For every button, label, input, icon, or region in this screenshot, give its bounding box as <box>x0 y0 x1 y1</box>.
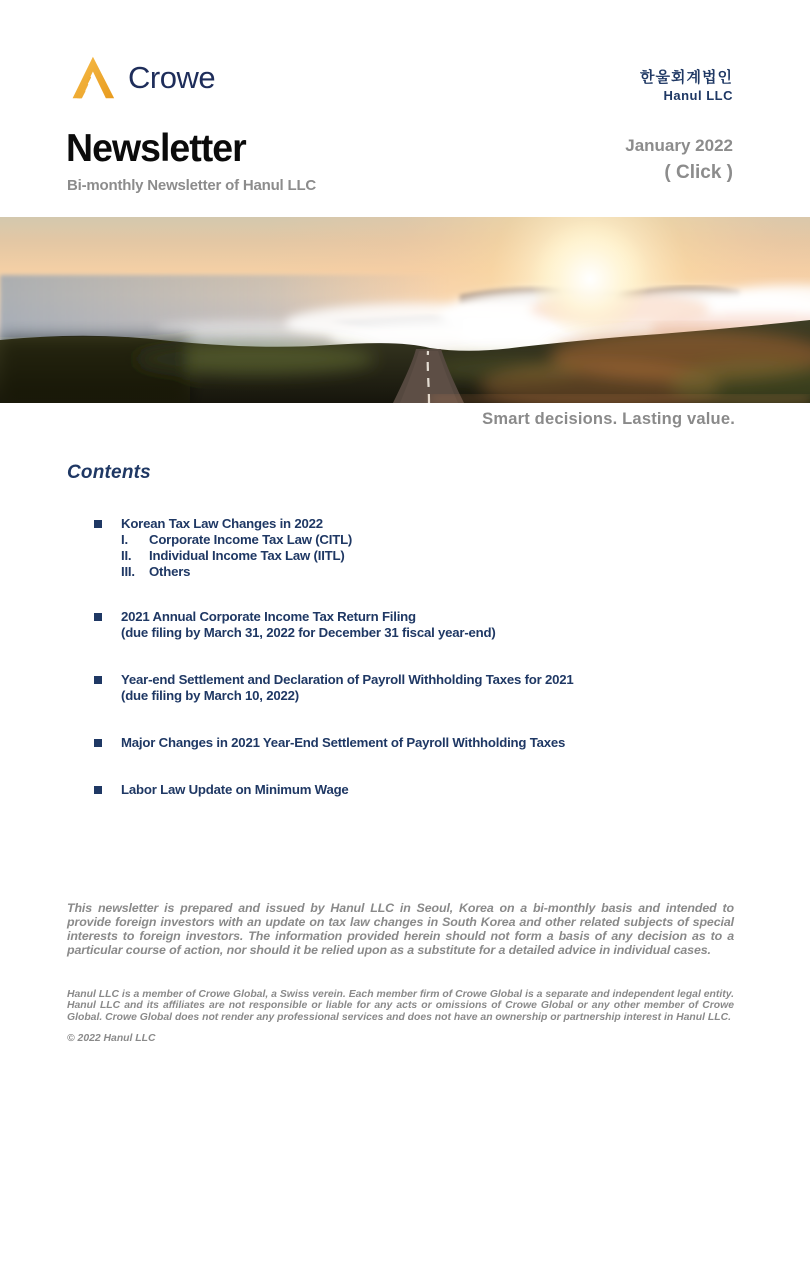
issue-date: January 2022 <box>625 136 733 155</box>
toc-item-corporate-tax-filing[interactable] <box>94 609 496 641</box>
toc-item-major-changes[interactable] <box>94 735 565 751</box>
toc-subitem-numeral: II. <box>121 548 132 563</box>
square-bullet-icon <box>94 613 102 621</box>
toc-item-title: Korean Tax Law Changes in 2022 <box>121 516 323 531</box>
crowe-global-disclaimer: Hanul LLC is a member of Crowe Global, a Swiss verein. Each member firm of Crowe Global is a separate and independent legal entity. Hanul LLC and its affiliates are not responsible or liable for any acts or omissions of Crowe Global or any other member of Crowe Global. Crowe Global does not render any professional services and does not have an ownership or partnership interest in Hanul LLC. <box>67 989 734 1023</box>
newsletter-disclaimer: This newsletter is prepared and issued by Hanul LLC in Seoul, Korea on a bi-monthly basis and intended to provide foreign investors with an update on tax law changes in South Korea and other related subjects of special interests to foreign investors. The information provided herein should not form a basis of any decision as to a particular course of action, nor should it be relied upon as a substitute for a detailed advice in individual cases. <box>67 901 734 957</box>
toc-item-title: Labor Law Update on Minimum Wage <box>121 782 349 797</box>
toc-subitem-label: Corporate Income Tax Law (CITL) <box>149 532 353 547</box>
firm-name-block <box>640 66 733 103</box>
toc-subitem-numeral: I. <box>121 532 128 547</box>
crowe-wordmark: Crowe <box>128 60 216 95</box>
toc-item-title: 2021 Annual Corporate Income Tax Return Filing <box>121 609 416 624</box>
toc-subitem-label: Others <box>149 564 191 579</box>
toc-item-title: Major Changes in 2021 Year-End Settlement of Payroll Withholding Taxes <box>121 735 566 750</box>
toc-subitem-numeral: III. <box>121 564 135 579</box>
toc-item-korean-tax-law[interactable] <box>94 516 352 580</box>
page-subtitle: Bi-monthly Newsletter of Hanul LLC <box>67 177 317 194</box>
mountain-peak-icon <box>68 55 116 101</box>
firm-name-english: Hanul LLC <box>663 88 733 103</box>
tagline: Smart decisions. Lasting value. <box>482 410 735 428</box>
toc-subitem-label: Individual Income Tax Law (IITL) <box>149 548 345 563</box>
hero-image <box>0 217 810 403</box>
square-bullet-icon <box>94 786 102 794</box>
square-bullet-icon <box>94 739 102 747</box>
crowe-logo <box>68 55 215 101</box>
toc-item-yearend-settlement[interactable] <box>94 672 574 704</box>
toc-item-title: Year-end Settlement and Declaration of Payroll Withholding Taxes for 2021 <box>121 672 574 687</box>
square-bullet-icon <box>94 520 102 528</box>
contents-heading: Contents <box>67 462 151 483</box>
click-link[interactable]: ( Click ) <box>664 162 733 183</box>
copyright-notice: © 2022 Hanul LLC <box>67 1033 156 1044</box>
toc-subitem-iitl[interactable] <box>121 548 352 564</box>
toc-item-labor-law[interactable] <box>94 782 349 798</box>
firm-name-korean: 한울회계법인 <box>640 69 733 86</box>
toc-item-subtitle: (due filing by March 10, 2022) <box>121 688 299 703</box>
square-bullet-icon <box>94 676 102 684</box>
page-title: Newsletter <box>66 127 246 170</box>
toc-subitem-others[interactable] <box>121 564 352 580</box>
toc-subitem-citl[interactable] <box>121 532 352 548</box>
toc-item-subtitle: (due filing by March 31, 2022 for December 31 fiscal year-end) <box>121 625 496 640</box>
